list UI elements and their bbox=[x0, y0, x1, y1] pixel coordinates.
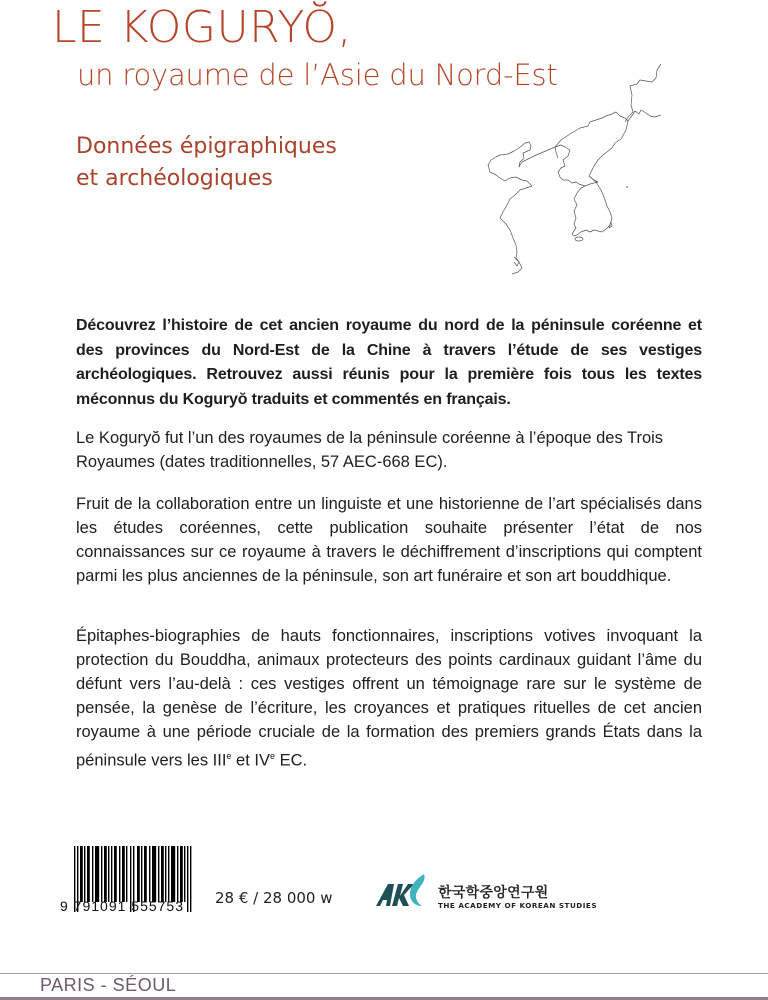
footer-divider bbox=[0, 973, 768, 974]
superscript-e: e bbox=[226, 751, 232, 761]
paragraph-1-text: Le Koguryŏ fut l’un des royaumes de la péninsule coréenne à l’époque des Trois Royaumes (dates traditionnelles, 57 AEC-668 EC). bbox=[76, 429, 664, 471]
paragraph-3 bbox=[76, 624, 702, 773]
price-label: 28 € / 28 000 w bbox=[215, 889, 333, 907]
isbn-number: 9 791091 555753 bbox=[60, 898, 184, 914]
map-northeast-asia-icon bbox=[470, 55, 680, 285]
publisher-english-name: THE ACADEMY OF KOREAN STUDIES bbox=[438, 901, 598, 910]
footer-cities: PARIS - SÉOUL bbox=[40, 975, 177, 995]
paragraph-1 bbox=[76, 426, 702, 474]
paragraph-2-text: Fruit de la collaboration entre un linguiste et une historienne de l’art spécialisés dans les études coréennes, cette publication souhaite présenter l’état de nos connaissances sur ce royaume à travers le déchiffrement d’inscriptions qui comptent parmi les plus anciennes de la péninsule, son art funéraire et son art bouddhique. bbox=[76, 495, 702, 585]
paragraph-3-main: Épitaphes-biographies de hauts fonctionnaires, inscriptions votives invoquant la protection du Bouddha, animaux protecteurs des points cardinaux guidant l’âme du défunt vers l’au-delà : ces vestiges offrent un témoignage rare sur le système de pensée, la genèse de l’écriture, les croyances et pratiques rituelles de cet ancien royaume à une période cruciale de la formation des premiers grands États dans la péninsule vers les III bbox=[76, 627, 702, 770]
series-title bbox=[76, 131, 337, 195]
book-title: LE KOGURYŎ, bbox=[52, 2, 353, 53]
aks-logo-icon bbox=[374, 872, 430, 912]
series-line-2: et archéologiques bbox=[76, 166, 273, 191]
series-line-1: Données épigraphiques bbox=[76, 134, 337, 159]
lead-paragraph bbox=[76, 314, 702, 412]
superscript-e: e bbox=[269, 751, 275, 761]
paragraph-3-mid: et IV bbox=[231, 751, 270, 770]
paragraph-2 bbox=[76, 492, 702, 588]
paragraph-3-end: EC. bbox=[274, 751, 308, 770]
publisher-korean-name: 한국학중앙연구원 bbox=[438, 885, 549, 901]
lead-text: Découvrez l’histoire de cet ancien royaume du nord de la péninsule coréenne et des provinces du Nord-Est de la Chine à travers l’étude de ses vestiges archéologiques. Retrouvez aussi réunis pour la première fois tous les textes méconnus du Koguryŏ traduits et commentés en français. bbox=[76, 317, 702, 408]
paragraph-3-text bbox=[76, 624, 702, 773]
book-subtitle: un royaume de l’Asie du Nord-Est bbox=[77, 58, 558, 92]
